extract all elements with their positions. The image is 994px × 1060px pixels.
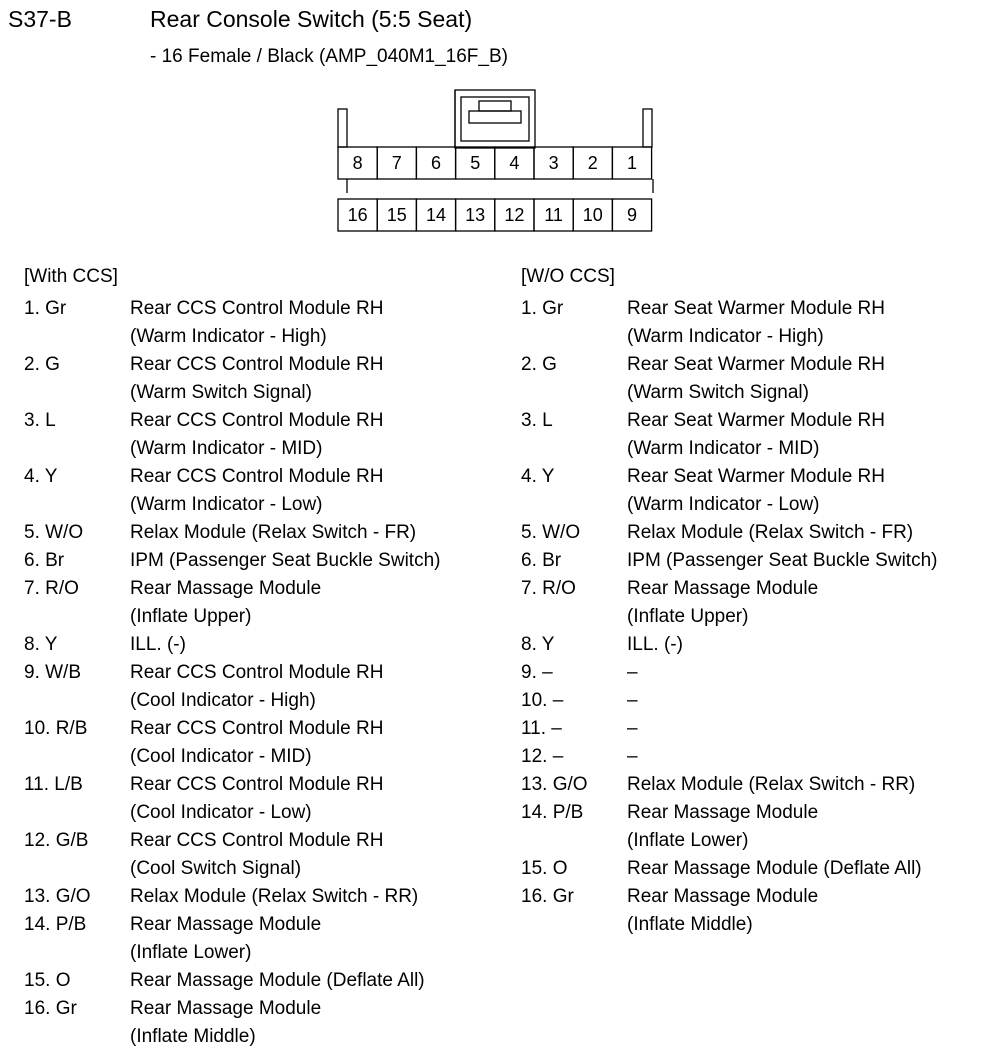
pin-number: 15. O (24, 970, 71, 991)
pin-description-line: Relax Module (Relax Switch - RR) (130, 886, 419, 907)
pin-row (521, 463, 937, 519)
pin-description-line: (Warm Indicator - MID) (627, 438, 820, 459)
pin-description-line: Rear Massage Module (627, 802, 819, 823)
pin-description-line: Rear CCS Control Module RH (130, 662, 384, 683)
pin-number: 4. Y (521, 466, 555, 487)
pin-description (130, 715, 383, 771)
connector-pin-label: 4 (509, 153, 520, 173)
pin-row (24, 715, 440, 771)
pin-description (627, 631, 683, 659)
pin-description-line: Rear Massage Module (130, 578, 322, 599)
pin-description-line: ILL. (-) (130, 634, 186, 655)
connector-pin-label: 2 (587, 153, 598, 173)
pin-description-line: Rear CCS Control Module RH (130, 298, 384, 319)
connector-diagram (335, 85, 665, 245)
connector-left-post (338, 109, 347, 147)
pin-row (24, 771, 440, 827)
pin-number: 3. L (24, 410, 56, 431)
pin-number: 5. W/O (24, 522, 84, 543)
pin-description-line: (Inflate Middle) (627, 914, 753, 935)
pin-number: 13. G/O (24, 886, 91, 907)
pin-row (24, 407, 440, 463)
connector-pin-label: 5 (470, 153, 481, 173)
pin-description (627, 771, 915, 799)
pin-number: 5. W/O (521, 522, 581, 543)
pin-row (24, 463, 440, 519)
pin-description (130, 659, 383, 715)
pin-description-line: Rear Seat Warmer Module RH (627, 298, 885, 319)
pin-description-line: ILL. (-) (627, 634, 683, 655)
pin-number: 11. – (521, 718, 562, 739)
pin-number: 14. P/B (24, 914, 87, 935)
pin-number: 16. Gr (24, 998, 77, 1019)
pin-description-line: Relax Module (Relax Switch - FR) (627, 522, 914, 543)
pin-number: 2. G (521, 354, 557, 375)
pin-description-line: (Warm Indicator - MID) (130, 438, 323, 459)
pin-description-line: (Inflate Upper) (130, 606, 252, 627)
connector-pin-label: 14 (425, 205, 447, 225)
pin-description-line: (Inflate Lower) (627, 830, 749, 851)
pin-row (521, 715, 937, 743)
pin-description (130, 995, 321, 1051)
pin-description-line: Rear Seat Warmer Module RH (627, 466, 885, 487)
pin-description-line: (Warm Indicator - Low) (130, 494, 323, 515)
pin-description-line: Rear CCS Control Module RH (130, 774, 384, 795)
pin-description-line: (Warm Indicator - High) (627, 326, 824, 347)
pin-description-line: – (627, 718, 638, 739)
connector-latch-tab (479, 101, 511, 111)
pin-description (130, 463, 383, 519)
pin-description (627, 715, 638, 743)
pin-row (24, 659, 440, 715)
pin-row (521, 407, 937, 463)
pin-description (627, 855, 922, 883)
pin-description (130, 883, 418, 911)
pin-row (24, 547, 440, 575)
pin-row (24, 967, 440, 995)
pin-description (130, 967, 425, 995)
pin-description (627, 463, 885, 519)
connector-pin-label: 11 (544, 205, 563, 225)
pin-description-line: Rear Massage Module (Deflate All) (130, 970, 425, 991)
pin-number: 1. Gr (521, 298, 564, 319)
pin-number: 7. R/O (521, 578, 576, 599)
with-ccs-pin-list (24, 295, 440, 1051)
pin-row (521, 351, 937, 407)
pin-description-line: Rear CCS Control Module RH (130, 354, 384, 375)
pin-row (521, 743, 937, 771)
pin-description (130, 631, 186, 659)
pin-row (24, 631, 440, 659)
pin-row (521, 575, 937, 631)
pin-row (521, 855, 937, 883)
pin-number: 9. – (521, 662, 553, 683)
pin-description (627, 883, 818, 939)
connector-pin-label: 1 (626, 153, 638, 173)
pin-description (130, 547, 440, 575)
pin-row (24, 911, 440, 967)
pin-description-line: (Cool Switch Signal) (130, 858, 302, 879)
connector-latch (455, 90, 535, 148)
wo-ccs-pin-list (521, 295, 937, 939)
pin-description-line: (Inflate Middle) (130, 1026, 256, 1047)
connector-pin-label: 8 (352, 153, 363, 173)
pin-description (627, 547, 937, 575)
pin-description (627, 575, 818, 631)
pin-description-line: (Cool Indicator - MID) (130, 746, 312, 767)
pin-description-line: Rear Massage Module (627, 886, 819, 907)
pin-row (521, 687, 937, 715)
pin-description-line: Rear Massage Module (130, 998, 322, 1019)
pin-row (521, 295, 937, 351)
connector-pin-label: 15 (386, 205, 407, 225)
connector-code: S37-B (8, 6, 72, 32)
pin-description-line: Rear CCS Control Module RH (130, 718, 384, 739)
pin-row (24, 351, 440, 407)
pin-description-line: Rear Seat Warmer Module RH (627, 410, 885, 431)
pin-row (24, 519, 440, 547)
pin-description-line: Rear CCS Control Module RH (130, 410, 384, 431)
pin-description-line: (Warm Switch Signal) (627, 382, 809, 403)
pin-description-line: Rear Massage Module (627, 578, 819, 599)
pin-number: 7. R/O (24, 578, 79, 599)
pin-description-line: – (627, 746, 638, 767)
pin-number: 12. – (521, 746, 564, 767)
connector-latch-slot (469, 111, 521, 123)
pin-row (24, 883, 440, 911)
pin-description (627, 519, 913, 547)
pin-description (130, 351, 383, 407)
pin-row (24, 827, 440, 883)
pin-description-line: (Cool Indicator - Low) (130, 802, 312, 823)
pin-number: 10. – (521, 690, 564, 711)
connector-latch-inner (461, 97, 529, 141)
pin-row (24, 995, 440, 1051)
pin-description (627, 351, 885, 407)
connector-title: Rear Console Switch (5:5 Seat) (150, 6, 473, 32)
pin-number: 4. Y (24, 466, 58, 487)
pin-number: 13. G/O (521, 774, 588, 795)
pin-description (130, 407, 383, 463)
pin-description-line: (Warm Indicator - High) (130, 326, 327, 347)
connector-pin-label: 10 (582, 205, 603, 225)
pin-description-line: IPM (Passenger Seat Buckle Switch) (627, 550, 938, 571)
pin-description-line: Rear Massage Module (130, 914, 322, 935)
pin-description-line: Rear Seat Warmer Module RH (627, 354, 885, 375)
pin-description (130, 771, 383, 827)
pin-description-line: – (627, 690, 638, 711)
connector-pin-label: 13 (465, 205, 486, 225)
pin-row (24, 575, 440, 631)
pin-description-line: Relax Module (Relax Switch - FR) (130, 522, 417, 543)
connector-pin-label: 12 (504, 205, 525, 225)
pin-number: 1. Gr (24, 298, 67, 319)
pin-number: 6. Br (24, 550, 65, 571)
pin-row (521, 771, 937, 799)
pin-description-line: (Warm Indicator - Low) (627, 494, 820, 515)
pin-number: 8. Y (521, 634, 555, 655)
pin-number: 2. G (24, 354, 60, 375)
pin-description-line: (Cool Indicator - High) (130, 690, 316, 711)
pin-description (627, 799, 818, 855)
pin-number: 16. Gr (521, 886, 574, 907)
pin-description (130, 295, 383, 351)
pin-description-line: (Inflate Upper) (627, 606, 749, 627)
pin-number: 12. G/B (24, 830, 89, 851)
pin-number: 8. Y (24, 634, 58, 655)
connector-pin-label: 3 (548, 153, 559, 173)
pin-description (130, 827, 383, 883)
pin-row (521, 799, 937, 855)
pin-description (627, 407, 885, 463)
pin-description-line: – (627, 662, 638, 683)
pin-row (521, 883, 937, 939)
pin-number: 6. Br (521, 550, 562, 571)
pin-row (521, 631, 937, 659)
pin-description-line: Rear CCS Control Module RH (130, 830, 384, 851)
pin-number: 10. R/B (24, 718, 88, 739)
pin-description-line: IPM (Passenger Seat Buckle Switch) (130, 550, 441, 571)
connector-subtitle: - 16 Female / Black (AMP_040M1_16F_B) (150, 46, 508, 67)
pin-number: 14. P/B (521, 802, 584, 823)
pin-number: 11. L/B (24, 774, 83, 795)
pin-description-line: Rear CCS Control Module RH (130, 466, 384, 487)
pin-row (521, 547, 937, 575)
pin-description (627, 743, 638, 771)
pin-description-line: (Warm Switch Signal) (130, 382, 312, 403)
pin-row (521, 519, 937, 547)
connector-pin-label: 7 (391, 153, 402, 173)
pin-row (521, 659, 937, 687)
with-ccs-heading: [With CCS] (24, 266, 118, 287)
pin-description-line: Rear Massage Module (Deflate All) (627, 858, 922, 879)
pin-number: 9. W/B (24, 662, 82, 683)
pin-number: 15. O (521, 858, 568, 879)
pin-description-line: Relax Module (Relax Switch - RR) (627, 774, 916, 795)
connector-right-post (643, 109, 652, 147)
connector-pin-label: 6 (430, 153, 442, 173)
pin-number: 3. L (521, 410, 553, 431)
connector-pin-label: 16 (347, 205, 368, 225)
connector-pin-label: 9 (626, 205, 638, 225)
pin-description (130, 575, 321, 631)
pin-row (24, 295, 440, 351)
pin-description (627, 659, 638, 687)
pin-description (627, 295, 885, 351)
wo-ccs-heading: [W/O CCS] (521, 266, 615, 287)
pin-description (130, 911, 321, 967)
pin-description (130, 519, 416, 547)
pin-description (627, 687, 638, 715)
pin-description-line: (Inflate Lower) (130, 942, 252, 963)
